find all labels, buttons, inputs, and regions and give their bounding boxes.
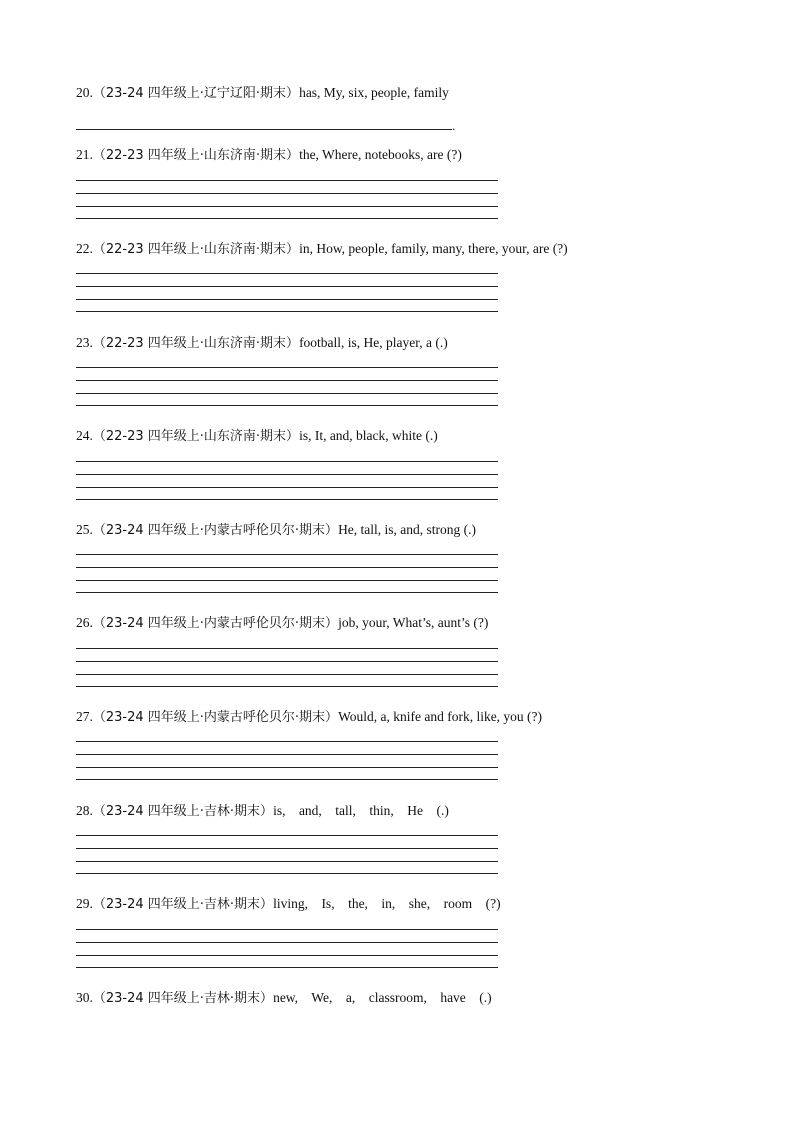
writing-line[interactable] xyxy=(76,206,498,207)
question-words: new, We, a, classroom, have (.) xyxy=(273,990,492,1005)
writing-line[interactable] xyxy=(76,286,498,287)
writing-line[interactable] xyxy=(76,461,498,462)
writing-line[interactable] xyxy=(76,499,498,500)
question-source: （22-23 四年级上·山东济南·期末） xyxy=(92,148,300,163)
writing-line[interactable] xyxy=(76,835,498,836)
question-text xyxy=(76,802,756,821)
question-21 xyxy=(76,146,756,165)
question-words: is, It, and, black, white (.) xyxy=(299,428,438,443)
writing-line[interactable] xyxy=(76,554,498,555)
question-source: （23-24 四年级上·辽宁辽阳·期末） xyxy=(92,86,300,101)
writing-line[interactable] xyxy=(76,741,498,742)
question-30 xyxy=(76,989,756,1008)
question-source: （22-23 四年级上·山东济南·期末） xyxy=(92,336,300,351)
question-text xyxy=(76,614,756,633)
writing-line[interactable] xyxy=(76,848,498,849)
question-text xyxy=(76,708,756,727)
writing-line[interactable] xyxy=(76,955,498,956)
question-text xyxy=(76,427,756,446)
writing-line[interactable] xyxy=(76,873,498,874)
question-words: in, How, people, family, many, there, your, are (?) xyxy=(299,241,568,256)
writing-line[interactable] xyxy=(76,779,498,780)
question-source: （23-24 四年级上·吉林·期末） xyxy=(92,991,274,1006)
question-words: living, Is, the, in, she, room (?) xyxy=(273,896,501,911)
writing-line[interactable] xyxy=(76,929,498,930)
question-number: 23. xyxy=(76,335,93,350)
writing-line[interactable] xyxy=(76,686,498,687)
writing-line[interactable] xyxy=(76,754,498,755)
question-number: 24. xyxy=(76,428,93,443)
question-source: （23-24 四年级上·吉林·期末） xyxy=(92,804,274,819)
writing-line[interactable] xyxy=(76,474,498,475)
writing-line[interactable] xyxy=(76,299,498,300)
question-words: has, My, six, people, family xyxy=(299,85,449,100)
question-25 xyxy=(76,521,756,540)
question-text xyxy=(76,146,756,165)
question-number: 30. xyxy=(76,990,93,1005)
question-text xyxy=(76,240,756,259)
answer-line[interactable] xyxy=(76,129,452,130)
question-number: 26. xyxy=(76,615,93,630)
question-words: the, Where, notebooks, are (?) xyxy=(299,147,462,162)
writing-line[interactable] xyxy=(76,567,498,568)
question-22 xyxy=(76,240,756,259)
question-words: is, and, tall, thin, He (.) xyxy=(273,803,449,818)
question-words: job, your, What’s, aunt’s (?) xyxy=(338,615,489,630)
question-text xyxy=(76,84,756,103)
question-source: （23-24 四年级上·内蒙古呼伦贝尔·期末） xyxy=(92,616,339,631)
question-number: 29. xyxy=(76,896,93,911)
question-text xyxy=(76,895,756,914)
question-words: football, is, He, player, a (.) xyxy=(299,335,448,350)
writing-line[interactable] xyxy=(76,405,498,406)
writing-line[interactable] xyxy=(76,311,498,312)
writing-line[interactable] xyxy=(76,380,498,381)
writing-line[interactable] xyxy=(76,648,498,649)
question-number: 20. xyxy=(76,85,93,100)
question-source: （23-24 四年级上·内蒙古呼伦贝尔·期末） xyxy=(92,523,339,538)
question-number: 22. xyxy=(76,241,93,256)
question-words: Would, a, knife and fork, like, you (?) xyxy=(338,709,543,724)
question-27 xyxy=(76,708,756,727)
question-words: He, tall, is, and, strong (.) xyxy=(338,522,477,537)
writing-line[interactable] xyxy=(76,218,498,219)
question-number: 28. xyxy=(76,803,93,818)
question-28 xyxy=(76,802,756,821)
question-text xyxy=(76,989,756,1008)
question-source: （23-24 四年级上·内蒙古呼伦贝尔·期末） xyxy=(92,710,339,725)
question-text xyxy=(76,334,756,353)
question-23 xyxy=(76,334,756,353)
answer-period: . xyxy=(452,118,456,133)
question-29 xyxy=(76,895,756,914)
writing-line[interactable] xyxy=(76,674,498,675)
question-number: 25. xyxy=(76,522,93,537)
question-20 xyxy=(76,84,756,103)
question-number: 27. xyxy=(76,709,93,724)
writing-line[interactable] xyxy=(76,767,498,768)
writing-line[interactable] xyxy=(76,580,498,581)
question-24 xyxy=(76,427,756,446)
writing-line[interactable] xyxy=(76,487,498,488)
writing-line[interactable] xyxy=(76,393,498,394)
writing-line[interactable] xyxy=(76,661,498,662)
writing-line[interactable] xyxy=(76,273,498,274)
writing-line[interactable] xyxy=(76,193,498,194)
writing-line[interactable] xyxy=(76,592,498,593)
writing-line[interactable] xyxy=(76,942,498,943)
question-text xyxy=(76,521,756,540)
writing-line[interactable] xyxy=(76,967,498,968)
writing-line[interactable] xyxy=(76,367,498,368)
question-source: （23-24 四年级上·吉林·期末） xyxy=(92,897,274,912)
writing-line[interactable] xyxy=(76,861,498,862)
question-number: 21. xyxy=(76,147,93,162)
question-26 xyxy=(76,614,756,633)
writing-line[interactable] xyxy=(76,180,498,181)
question-source: （22-23 四年级上·山东济南·期末） xyxy=(92,429,300,444)
question-source: （22-23 四年级上·山东济南·期末） xyxy=(92,242,300,257)
